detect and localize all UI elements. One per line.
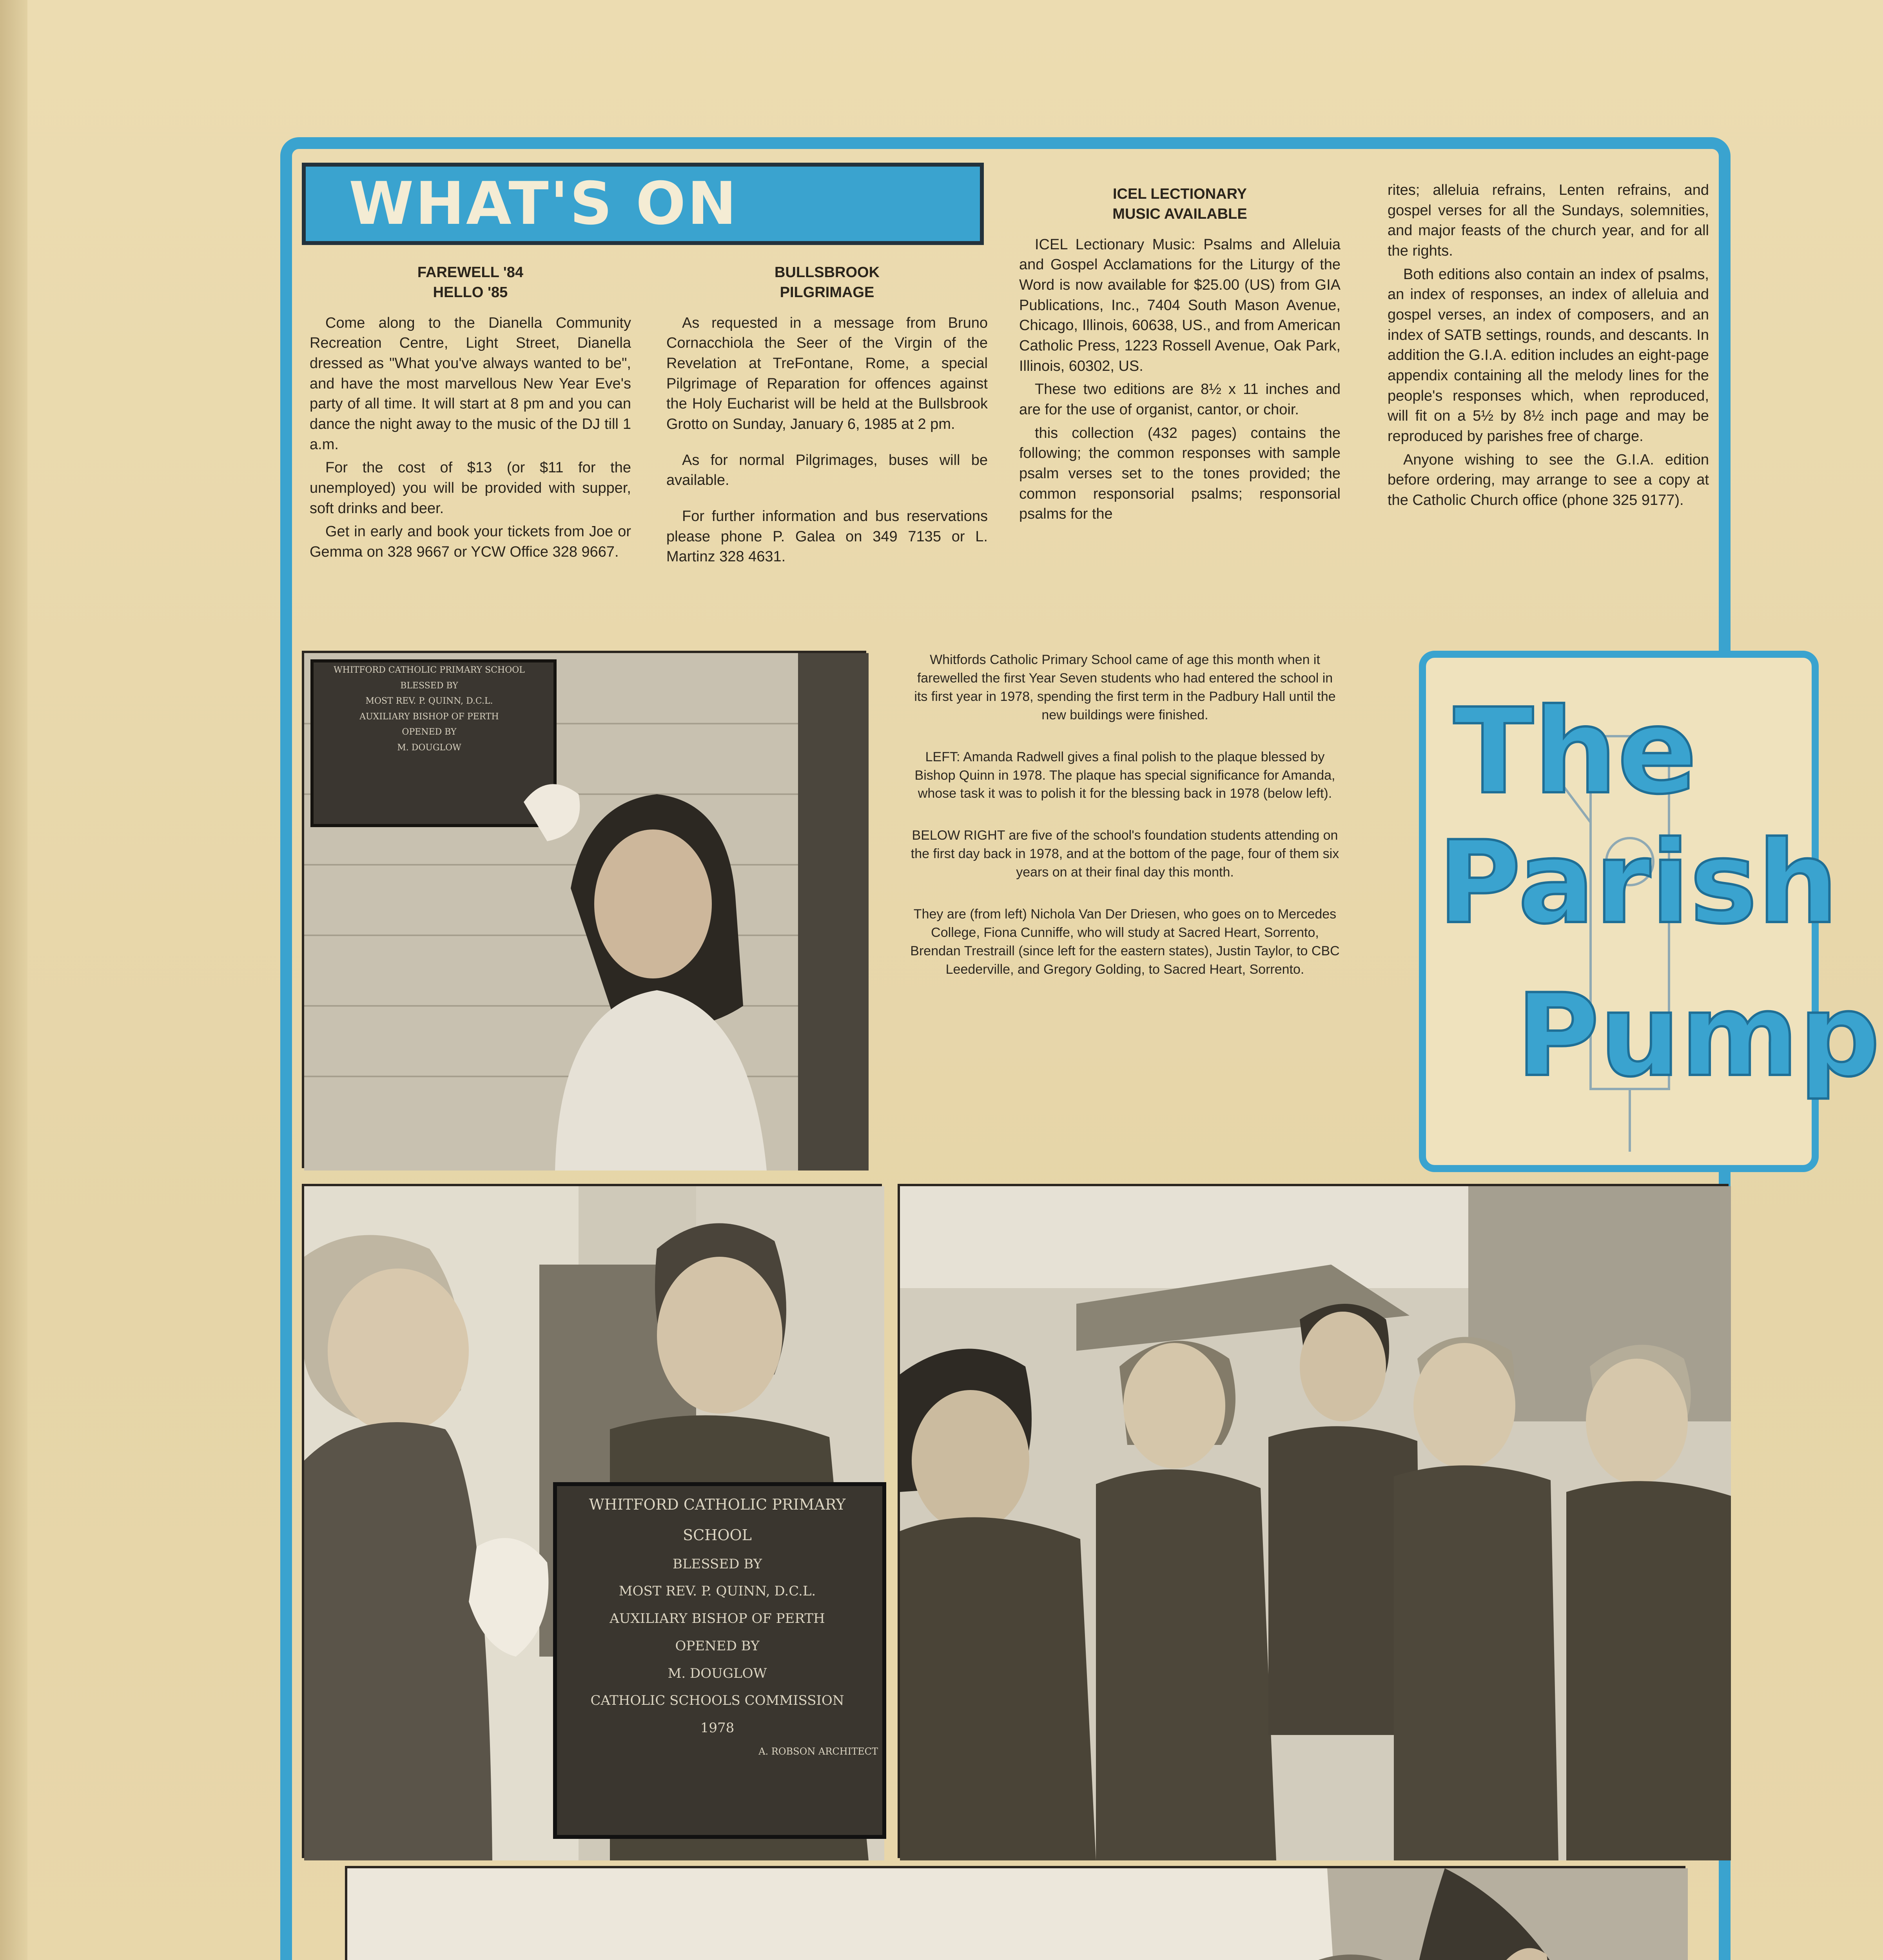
photo-students-1984-graphic xyxy=(347,1868,1688,1960)
bullsbrook-paragraph: For further information and bus reservations please phone P. Galea on 349 7135 or L. Martinz 328 4631. xyxy=(666,508,988,565)
photo-foundation-students-1978 xyxy=(898,1184,1729,1858)
farewell-paragraph: For the cost of $13 (or $11 for the unemployed) you will be provided with supper, soft drinks and beer. xyxy=(310,459,631,517)
photo-captions xyxy=(909,651,1341,1002)
caption-below-right: BELOW RIGHT are five of the school's foundation students attending on the first day back in 1978, and at the bottom of the page, four of them six years on at their final day this month. xyxy=(911,828,1339,880)
page-fold-edge xyxy=(0,0,27,1960)
plaque-large: WHITFORD CATHOLIC PRIMARY SCHOOL BLESSED BY MOST REV. P. QUINN, D.C.L. AUXILIARY BISHOP OF PERTH OPENED BY M. DOUGLOW CATHOLIC SCHOOLS COMMISSION 1978 A. ROBSON ARCHITECT xyxy=(589,1496,878,1757)
icel-cont-paragraph: Anyone wishing to see the G.I.A. edition before ordering, may arrange to see a copy at the Catholic Church office (phone 325 9177). xyxy=(1388,451,1709,509)
farewell-article xyxy=(310,263,631,566)
bullsbrook-heading: BULLSBROOK PILGRIMAGE xyxy=(774,264,880,301)
photo-foundation-students-graphic xyxy=(900,1186,1731,1860)
bullsbrook-paragraph: As for normal Pilgrimages, buses will be available. xyxy=(666,452,988,489)
icel-paragraph: this collection (432 pages) contains the following; the common responses with sample psalm verses set to the tones provided; the common responsorial psalms; responsorial psalms for the xyxy=(1019,425,1341,523)
icel-cont-paragraph: Both editions also contain an index of psalms, an index of responses, an index of alleluia and gospel verses, an index of composers, and an index of SATB settings, rounds, and descants. In addition the G.I.A. edition includes an eight-page appendix containing all the melody lines for the people's responses which, when reproduced, will fit on a 5½ by 8½ inch page and may be reproduced by parishes free of charge. xyxy=(1388,266,1709,445)
caption-left: LEFT: Amanda Radwell gives a final polish to the plaque blessed by Bishop Quinn in 1978. The plaque has special significance for Amanda, whose task it was to polish it for the blessing back in 1978 (below left). xyxy=(914,749,1335,801)
icel-cont-paragraph: rites; alleluia refrains, Lenten refrains, and gospel verses for all the Sundays, solemnities, and major feasts of the church year, and for all the rights. xyxy=(1388,182,1709,260)
icel-paragraph: These two editions are 8½ x 11 inches and are for the use of organist, cantor, or choir. xyxy=(1019,381,1341,418)
logo-word-the: The xyxy=(1453,683,1697,820)
icel-paragraph: ICEL Lectionary Music: Psalms and Alleluia and Gospel Acclamations for the Liturgy of the Word is now available for $25.00 (US) from GIA Publications, Inc., 7404 South Mason Avenue, Chicago, Illinois, 60638, US., and from American Catholic Press, 1223 Rossell Avenue, Oak Park, Illinois, 60302, US. xyxy=(1019,236,1341,374)
photo-students-1984 xyxy=(345,1866,1685,1960)
icel-article xyxy=(1019,184,1341,528)
farewell-paragraph: Get in early and book your tickets from Joe or Gemma on 328 9667 or YCW Office 328 9667. xyxy=(310,523,631,560)
logo-word-pump: Pump xyxy=(1516,970,1880,1102)
farewell-paragraph: Come along to the Dianella Community Recreation Centre, Light Street, Dianella dressed as "What you've always wanted to be", and have the most marvellous New Year Eve's party of all time. It will start at 8 pm and you can dance the night away to the music of the DJ till 1 a.m. xyxy=(310,314,631,453)
caption-names: They are (from left) Nichola Van Der Driesen, who goes on to Mercedes College, Fiona Cunniffe, who will study at Sacred Heart, Sorrento, Brendan Trestraill (since left for the eastern states), Justin Taylor, to CBC Leederville, and Gregory Golding, to Sacred Heart, Sorrento. xyxy=(910,907,1340,977)
parish-pump-logo xyxy=(1419,651,1880,1172)
logo-word-parish: Parish xyxy=(1438,817,1838,949)
icel-heading: ICEL LECTIONARY MUSIC AVAILABLE xyxy=(1112,186,1247,223)
caption-intro: Whitfords Catholic Primary School came of age this month when it farewelled the first Year Seven students who had entered the school in its first year in 1978, spending the first term in the Padbury Hall until the new buildings were finished. xyxy=(914,652,1336,722)
whats-on-banner xyxy=(302,163,984,245)
bullsbrook-paragraph: As requested in a message from Bruno Cornacchiola the Seer of the Virgin of the Revelation at TreFontane, Rome, a special Pilgrimage of Reparation for offences against the Holy Eucharist will be held at the Bullsbrook Grotto on Sunday, January 6, 1985 at 2 pm. xyxy=(666,314,988,432)
banner-title: WHAT'S ON xyxy=(349,170,738,238)
farewell-heading: FAREWELL '84 HELLO '85 xyxy=(417,264,524,301)
icel-continued xyxy=(1388,180,1709,514)
bullsbrook-article xyxy=(666,263,988,570)
plaque-small: WHITFORD CATHOLIC PRIMARY SCHOOL BLESSED BY MOST REV. P. QUINN, D.C.L. AUXILIARY BISHOP OF PERTH OPENED BY M. DOUGLOW xyxy=(334,665,525,753)
